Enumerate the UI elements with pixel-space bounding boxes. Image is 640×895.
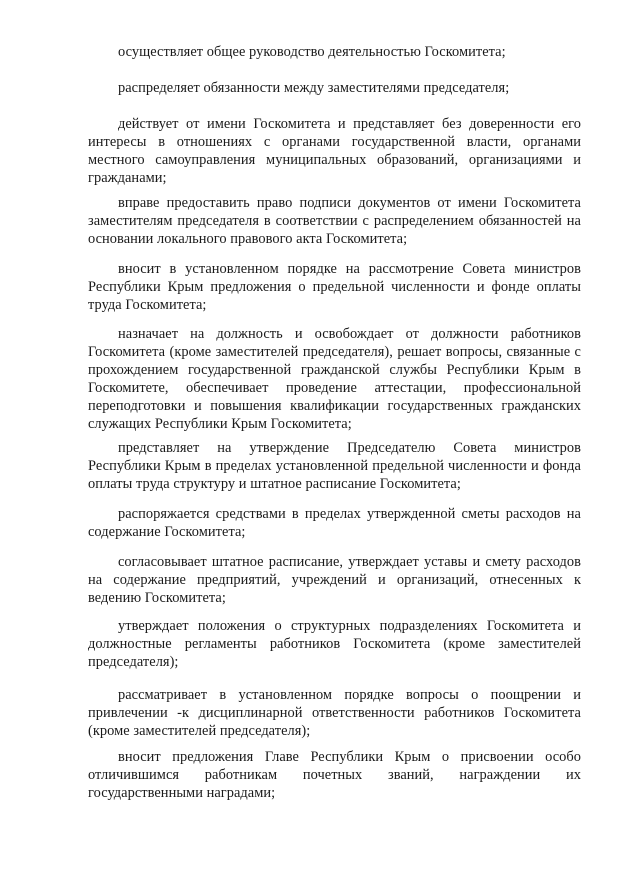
paragraph-5: вносит в установленном порядке на рассмотрение Совета министров Республики Крым предложения о предельной численности и фонде оплаты труда Госкомитета; — [88, 261, 581, 313]
paragraph-10: утверждает положения о структурных подразделениях Госкомитета и должностные регламенты работников Госкомитета (кроме заместителей председателя); — [88, 618, 581, 670]
paragraph-9: согласовывает штатное расписание, утверждает уставы и смету расходов на содержание предприятий, учреждений и организаций, отнесенных к ведению Госкомитета; — [88, 554, 581, 606]
paragraph-2: распределяет обязанности между заместителями председателя; — [118, 80, 510, 96]
paragraph-8: распоряжается средствами в пределах утвержденной сметы расходов на содержание Госкомитета; — [88, 506, 581, 540]
paragraph-11: рассматривает в установленном порядке вопросы о поощрении и привлечении -к дисциплинарной ответственности работников Госкомитета (кроме заместителей председателя); — [88, 687, 581, 739]
paragraph-12: вносит предложения Главе Республики Крым о присвоении особо отличившимся работникам почетных званий, награждении их государственными наградами; — [88, 749, 581, 801]
paragraph-3: действует от имени Госкомитета и представляет без доверенности его интересы в отношениях с органами государственной власти, органами местного самоуправления муниципальных образований, организациями и гражданами; — [88, 116, 581, 186]
paragraph-4: вправе предоставить право подписи документов от имени Госкомитета заместителям председателя в соответствии с распределением обязанностей на основании локального правового акта Госкомитета; — [88, 195, 581, 247]
paragraph-7: представляет на утверждение Председателю Совета министров Республики Крым в пределах установленной предельной численности и фонда оплаты труда структуру и штатное расписание Госкомитета; — [88, 440, 581, 492]
paragraph-6: назначает на должность и освобождает от должности работников Госкомитета (кроме заместителей председателя), решает вопросы, связанные с прохождением государственной гражданской службы Республики Крым в Госкомитете, обеспечивает проведение аттестации, профессиональной переподготовки и повышения квалификации государственных гражданских служащих Республики Крым Госкомитета; — [88, 326, 581, 432]
paragraph-1: осуществляет общее руководство деятельностью Госкомитета; — [118, 44, 506, 60]
